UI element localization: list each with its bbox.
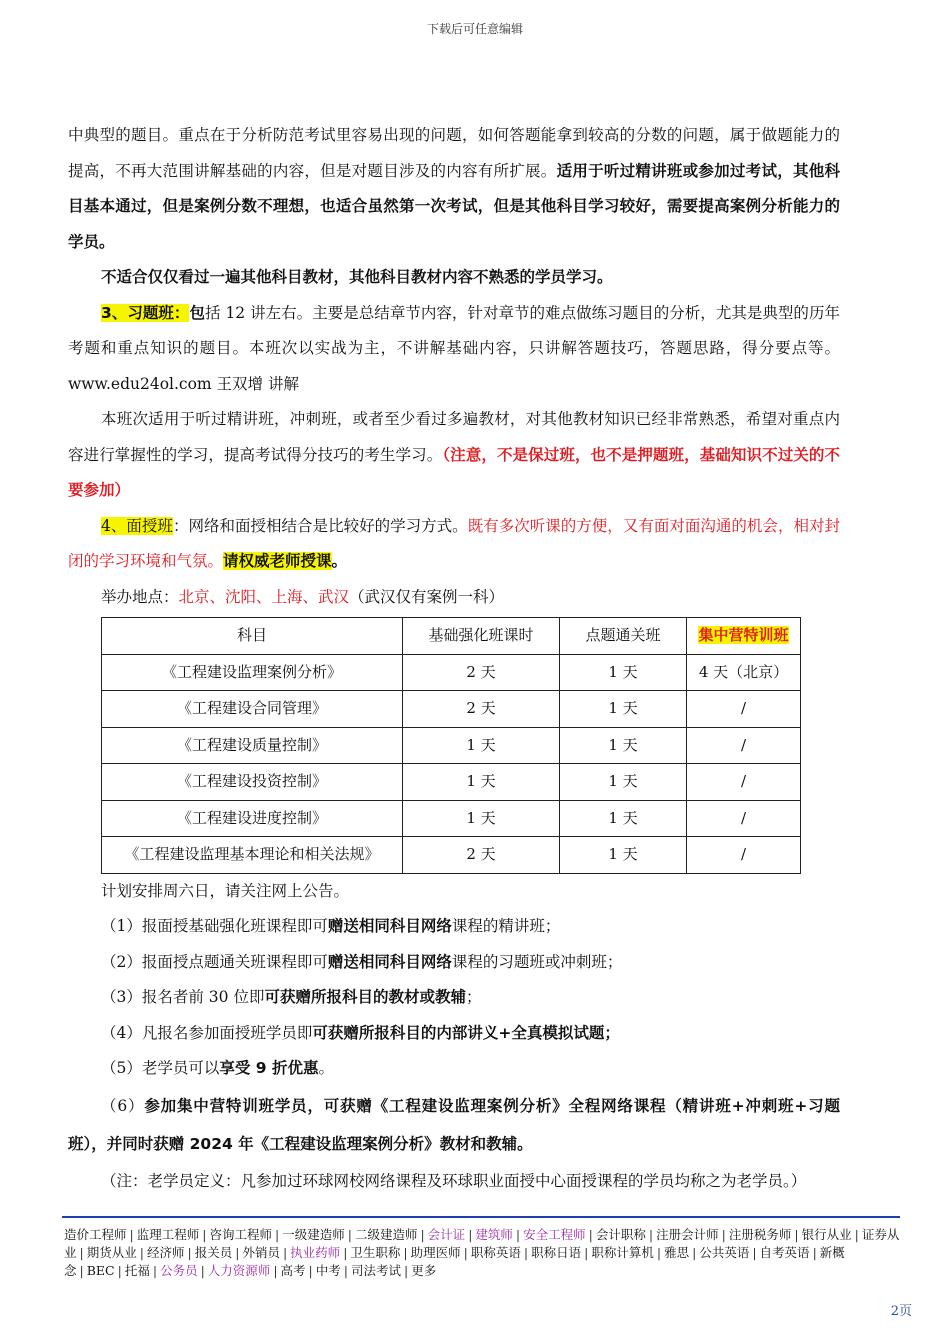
item-bold: 可获赠所报科目的教材或教辅 [264, 988, 466, 1006]
footer-separator: | [588, 1227, 593, 1242]
footer-separator: | [721, 1227, 726, 1242]
p1-text: 中典型的题目。重点在于分析防范考试里容易出现的问题，如何答题能拿到较高的分数的问题，属于做题能力的提高，不再大范围讲解基础的内容，但是对题目涉及的内容有所扩展。 [68, 126, 840, 180]
list-item [68, 1016, 840, 1052]
paragraph-3 [68, 296, 840, 403]
table-header-row [102, 618, 801, 655]
table-cell: 1 天 [403, 727, 560, 764]
table-row [102, 837, 801, 874]
item-text: （2）报面授点题通关班课程即可 [101, 952, 328, 971]
table-cell: 1 天 [560, 654, 687, 691]
footer-rule [62, 1216, 900, 1218]
table-cell: / [687, 691, 801, 728]
table-cell: 2 天 [403, 837, 560, 874]
footer-separator: | [117, 1263, 122, 1278]
footer-separator: | [812, 1245, 817, 1260]
item-bold: 赠送相同科目网络 [327, 952, 452, 971]
footer-separator: | [200, 1263, 205, 1278]
item-text: （4）凡报名参加面授班学员即 [101, 1023, 313, 1042]
old-student-note: （注：老学员定义：凡参加过环球网校网络课程及环球职业面授中心面授课程的学员均称之为老学员。） [101, 1171, 807, 1190]
table-cell: 1 天 [403, 764, 560, 801]
table-cell: 1 天 [560, 727, 687, 764]
item-text: （6） [101, 1096, 145, 1115]
list-item [68, 1051, 840, 1087]
venue-cities: 北京、沈阳、上海、武汉 [178, 587, 350, 606]
footer-link[interactable]: 职称日语 [531, 1245, 582, 1260]
footer-link[interactable]: 职称英语 [470, 1245, 521, 1260]
item-text: （5）老学员可以 [101, 1059, 220, 1077]
footer-link[interactable]: 会计证 [427, 1227, 466, 1242]
footer-separator: | [515, 1227, 521, 1242]
table-cell: 1 天 [403, 800, 560, 837]
table-cell: / [687, 800, 801, 837]
after-table-note: 计划安排周六日，请关注网上公告。 [101, 881, 350, 900]
footer-separator: | [343, 1263, 348, 1278]
table-header: 基础强化班课时 [403, 618, 560, 655]
face-class-label: 4、面授班 [101, 516, 173, 535]
table-cell: 1 天 [560, 764, 687, 801]
table-cell: / [687, 727, 801, 764]
footer-separator: | [343, 1245, 348, 1260]
footer-separator: | [420, 1227, 425, 1242]
footer-separator: | [854, 1227, 859, 1242]
paragraph-2: 不适合仅仅看过一遍其他科目教材，其他科目教材内容不熟悉的学员学习。 [101, 268, 613, 286]
item-text-end: ； [465, 988, 482, 1006]
list-item [68, 1087, 840, 1163]
list-item [68, 980, 840, 1016]
footer-separator: | [202, 1227, 207, 1242]
p1-bold: 适用于听过精讲班或参加过考试，其他科目基本通过，但是案例分数不理想，也适合虽然第一次考试，但是其他科目学习较好，需要提高案例分析能力的学员。 [68, 161, 840, 251]
table-header [687, 618, 801, 655]
p4-warning: （注意，不是保过班，也不是押题班，基础知识不过关的不要参加） [68, 445, 840, 499]
table-row [102, 691, 801, 728]
footer-link[interactable]: 一级建造师 [282, 1227, 345, 1242]
table-cell: 《工程建设投资控制》 [102, 764, 403, 801]
footer-link[interactable]: 外销员 [242, 1245, 280, 1260]
footer-separator: | [584, 1245, 589, 1260]
document-body [68, 118, 840, 1199]
footer-link[interactable]: BEC [86, 1263, 115, 1278]
footer-link[interactable]: 经济师 [146, 1245, 185, 1260]
footer-link[interactable]: 执业药师 [290, 1245, 341, 1260]
table-cell: 2 天 [403, 654, 560, 691]
paragraph-1 [68, 118, 840, 260]
footer-link[interactable]: 中考 [315, 1263, 341, 1278]
item-bold: 赠送相同科目网络 [327, 917, 452, 935]
paragraph-5 [68, 509, 840, 580]
p3-text: 括 12 讲左右。主要是总结章节内容，针对章节的难点做练习题目的分析，尤其是典型的历年考题和重点知识的题目。本班次以实战为主，不讲解基础内容，只讲解答题技巧，答题思路，得分要点等。www.edu24ol.com 王双增 讲解 [68, 303, 840, 393]
footer-link[interactable]: 造价工程师 [64, 1227, 127, 1242]
item-text-end: 课程的习题班或冲刺班； [451, 952, 623, 971]
footer-link[interactable]: 报关员 [194, 1245, 233, 1260]
table-cell: 《工程建设监理案例分析》 [102, 654, 403, 691]
table-row [102, 654, 801, 691]
item-text-end: 。 [318, 1059, 334, 1077]
footer-link[interactable]: 新概念 [64, 1245, 845, 1278]
footer-separator: | [648, 1227, 654, 1242]
footer-link[interactable]: 助理医师 [410, 1245, 461, 1260]
footer-separator: | [347, 1227, 352, 1242]
paragraph-6 [68, 580, 840, 616]
table-cell: / [687, 837, 801, 874]
table-cell: 1 天 [560, 691, 687, 728]
table-cell: 《工程建设监理基本理论和相关法规》 [102, 837, 403, 874]
footer-link[interactable]: 公务员 [160, 1263, 198, 1278]
footer-link[interactable]: 建筑师 [475, 1227, 513, 1242]
footer-separator: | [403, 1245, 408, 1260]
item-bold: 参加集中营特训班学员，可获赠《工程建设监理案例分析》全程网络课程（精讲班+冲刺班+习题班），并同时获赠 2024 年《工程建设监理案例分析》教材和教辅。 [68, 1096, 840, 1153]
footer-link[interactable]: 卫生职称 [350, 1245, 401, 1260]
footer-separator: | [79, 1263, 84, 1278]
page-header: 下载后可任意编辑 [426, 22, 523, 36]
item-text-end: 课程的精讲班； [451, 917, 561, 935]
footer-link[interactable]: 高考 [280, 1263, 306, 1278]
table-cell: 《工程建设质量控制》 [102, 727, 403, 764]
venue-note: （武汉仅有案例一科） [349, 587, 505, 606]
table-cell: / [687, 764, 801, 801]
table-header: 科目 [102, 618, 403, 655]
footer-link[interactable]: 职称计算机 [591, 1245, 654, 1260]
paragraph-4 [68, 402, 840, 509]
footer-separator: | [752, 1245, 757, 1260]
footer-separator: | [274, 1227, 280, 1242]
footer-separator: | [468, 1227, 473, 1242]
footer-separator: | [129, 1227, 134, 1242]
footer-separator: | [235, 1245, 240, 1260]
footer-separator: | [282, 1245, 288, 1260]
footer-link[interactable]: 二级建造师 [354, 1227, 418, 1242]
item-text: （1）报面授基础强化班课程即可 [101, 917, 328, 935]
footer-link[interactable]: 雅思 [664, 1245, 690, 1260]
footer-separator: | [139, 1245, 144, 1260]
venue-label: 举办地点： [101, 587, 179, 606]
footer-links [64, 1226, 900, 1280]
schedule-table [101, 617, 801, 874]
table-row [102, 800, 801, 837]
footer-link[interactable]: 注册税务师 [728, 1227, 792, 1242]
item-text: （3）报名者前 30 位即 [101, 988, 265, 1006]
footer-separator: | [187, 1245, 192, 1260]
table-cell: 4 天（北京） [687, 654, 801, 691]
p5-highlight: 请权威老师授课 [223, 552, 332, 570]
p5-end: 。 [331, 552, 348, 570]
footer-link[interactable]: 更多 [411, 1263, 437, 1278]
footer-separator: | [794, 1227, 799, 1242]
camp-header: 集中营特训班 [698, 626, 789, 644]
footer-separator: | [463, 1245, 468, 1260]
table-cell: 2 天 [403, 691, 560, 728]
item-bold: 可获赠所报科目的内部讲义+全真模拟试题； [312, 1023, 620, 1042]
footer-separator: | [692, 1245, 697, 1260]
exercise-class-label: 3、习题班： [101, 303, 190, 322]
table-cell: 1 天 [560, 837, 687, 874]
page-number: 2页 [890, 1304, 912, 1319]
footer-separator: | [308, 1263, 313, 1278]
list-item [68, 945, 840, 981]
footer-separator: | [404, 1263, 409, 1278]
footer-link[interactable]: 人力资源师 [207, 1263, 271, 1278]
footer-link[interactable]: 托福 [124, 1263, 150, 1278]
footer-link[interactable]: 咨询工程师 [209, 1227, 272, 1242]
table-header: 点题通关班 [560, 618, 687, 655]
footer-link[interactable]: 会计职称 [595, 1227, 646, 1242]
footer-link[interactable]: 自考英语 [759, 1245, 810, 1260]
footer-link[interactable]: 期货从业 [86, 1245, 137, 1260]
footer-separator: | [273, 1263, 278, 1278]
table-row [102, 727, 801, 764]
p3-first-char: 包 [189, 303, 205, 322]
footer-link[interactable]: 司法考试 [351, 1263, 402, 1278]
footer-link[interactable]: 证券从业 [64, 1227, 900, 1260]
footer-link[interactable]: 注册会计师 [656, 1227, 719, 1242]
p4-text: 本班次适用于听过精讲班，冲刺班，或者至少看过多遍教材，对其他教材知识已经非常熟悉，希望对重点内容进行掌握性的学习，提高考试得分技巧的考生学习。 [68, 410, 840, 464]
table-cell: 《工程建设进度控制》 [102, 800, 403, 837]
footer-separator: | [152, 1263, 158, 1278]
table-cell: 1 天 [560, 800, 687, 837]
footer-separator: | [656, 1245, 662, 1260]
footer-link[interactable]: 银行从业 [801, 1227, 852, 1242]
p5-text: ：网络和面授相结合是比较好的学习方式。 [172, 516, 468, 535]
p5-red-text: 既有多次听课的方便，又有面对面沟通的机会，相对封闭的学习环境和气氛。 [68, 516, 840, 570]
footer-link[interactable]: 监理工程师 [136, 1227, 200, 1242]
footer-link[interactable]: 公共英语 [699, 1245, 750, 1260]
table-cell: 《工程建设合同管理》 [102, 691, 403, 728]
list-item [68, 909, 840, 945]
footer-link[interactable]: 安全工程师 [523, 1227, 586, 1242]
footer-separator: | [523, 1245, 529, 1260]
footer-separator: | [79, 1245, 84, 1260]
table-row [102, 764, 801, 801]
item-bold: 享受 9 折优惠 [219, 1059, 319, 1077]
